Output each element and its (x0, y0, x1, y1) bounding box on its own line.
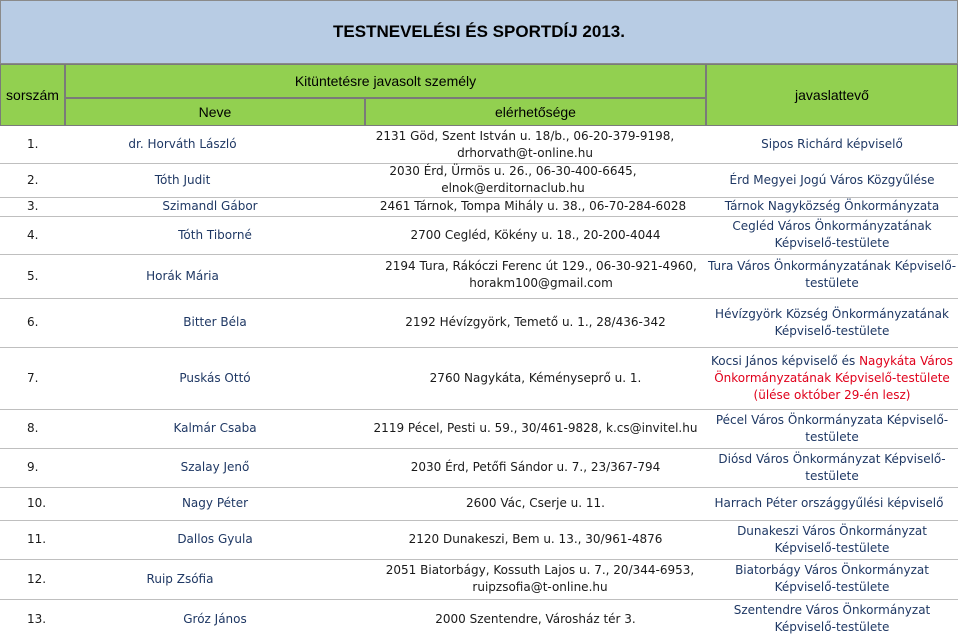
page-title: TESTNEVELÉSI ÉS SPORTDÍJ 2013. (333, 22, 625, 41)
row-nominator: Tura Város Önkormányzatának Képviselő-testülete (707, 259, 957, 290)
row-name: Puskás Ottó (179, 370, 251, 385)
row-nominator: Szentendre Város Önkormányzat Képviselő-testülete (733, 603, 931, 634)
row-num: 3. (27, 199, 39, 213)
row-contact: 2194 Tura, Rákóczi Ferenc út 129., 06-30-921-4960, horakm100@gmail.com (385, 259, 697, 290)
row-num: 5. (27, 268, 39, 283)
header-contact: elérhetősége (365, 98, 706, 126)
row-contact: 2000 Szentendre, Városház tér 3. (435, 611, 636, 626)
row-contact: 2600 Vác, Cserje u. 11. (465, 496, 605, 510)
row-num: 9. (27, 460, 39, 474)
row-name: Horák Mária (146, 268, 219, 283)
header-nominator: javaslattevő (706, 64, 958, 126)
header-group: Kitüntetésre javasolt személy (65, 64, 706, 98)
row-contact: 2030 Érd, Petőfi Sándor u. 7., 23/367-794 (410, 460, 661, 474)
row-nominator: Pécel Város Önkormányzata Képviselő-testülete (715, 412, 949, 444)
row-name: dr. Horváth László (128, 137, 237, 151)
row-num: 11. (27, 532, 47, 546)
row-num: 6. (27, 315, 39, 329)
row-num: 4. (27, 227, 39, 242)
row-contact: 2700 Cegléd, Kökény u. 18., 20-200-4044 (410, 227, 661, 242)
row-contact: 2461 Tárnok, Tompa Mihály u. 38., 06-70-284-6028 (379, 199, 687, 213)
row-nominator: Cegléd Város Önkormányzatának Képviselő-testülete (732, 219, 932, 250)
row-name: Tóth Tiborné (178, 227, 252, 242)
row-nominator: Tárnok Nagyközség Önkormányzata (724, 199, 940, 213)
header-name: Neve (65, 98, 365, 126)
row-contact: 2192 Hévízgyörk, Temető u. 1., 28/436-342 (405, 315, 666, 329)
row-num: 1. (27, 137, 39, 151)
row-name: Dallos Gyula (177, 532, 253, 546)
row-contact: 2131 Göd, Szent István u. 18/b., 06-20-379-9198, drhorvath@t-online.hu (375, 128, 675, 160)
row-num: 13. (27, 611, 47, 626)
row-nominator: Biatorbágy Város Önkormányzat Képviselő-testülete (735, 563, 929, 594)
row-contact: 2051 Biatorbágy, Kossuth Lajos u. 7., 20/344-6953, ruipzsofia@t-online.hu (385, 563, 695, 594)
row-contact: 2760 Nagykáta, Kéményseprő u. 1. (429, 370, 642, 385)
row-name: Szalay Jenő (180, 460, 250, 474)
row-nominator: Kocsi János képviselő és Nagykáta Város Önkormányzatának Képviselő-testülete (ülése október 29-én lesz) (711, 353, 953, 402)
row-name: Ruip Zsófia (146, 571, 214, 586)
row-nominator: Dunakeszi Város Önkormányzat Képviselő-testülete (737, 523, 927, 555)
row-name: Szimandl Gábor (162, 199, 258, 213)
row-contact: 2120 Dunakeszi, Bem u. 13., 30/961-4876 (408, 532, 663, 546)
title-row (0, 0, 958, 64)
header-sorszam: sorszám (0, 64, 65, 126)
row-contact: 2119 Pécel, Pesti u. 59., 30/461-9828, k.cs@invitel.hu (373, 421, 698, 435)
row-num: 10. (27, 496, 47, 510)
row-nominator: Érd Megyei Jogú Város Közgyűlése (729, 172, 935, 187)
row-num: 8. (27, 421, 39, 435)
row-num: 2. (27, 172, 39, 187)
row-contact: 2030 Érd, Ürmös u. 26., 06-30-400-6645, elnok@erditornaclub.hu (389, 164, 637, 195)
row-nominator: Hévízgyörk Község Önkormányzatának Képviselő-testülete (715, 306, 949, 338)
row-name: Tóth Judit (154, 172, 211, 187)
row-nominator: Sipos Richárd képviselő (761, 137, 903, 151)
row-name: Nagy Péter (181, 496, 249, 510)
row-nominator: Harrach Péter országgyűlési képviselő (714, 496, 944, 510)
row-nominator: Diósd Város Önkormányzat Képviselő-testülete (718, 451, 946, 483)
row-name: Bitter Béla (183, 315, 247, 329)
row-num: 7. (27, 370, 39, 385)
row-name: Kalmár Csaba (173, 421, 257, 435)
row-num: 12. (27, 571, 47, 586)
row-name: Gróz János (183, 611, 247, 626)
